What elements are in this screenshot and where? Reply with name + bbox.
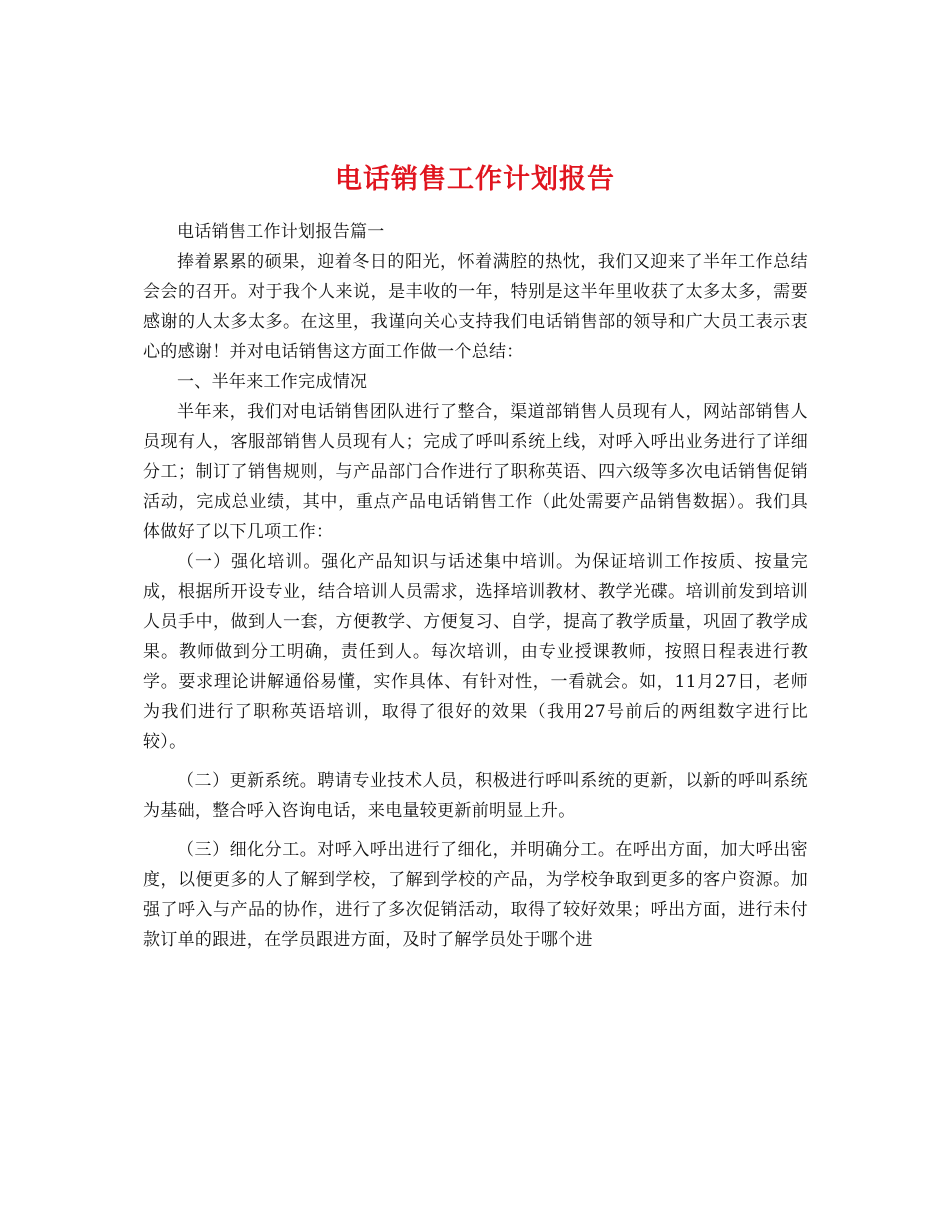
section-heading: 电话销售工作计划报告篇一 [177, 222, 385, 242]
intro-paragraph: 捧着累累的硕果，迎着冬日的阳光，怀着满腔的热忱，我们又迎来了半年工作总结会会的召开。对于我个人来说，是丰收的一年，特别是这半年里收获了太多太多，需要感谢的人太多太多。在这里，我谨向关心支持我们电话销售部的领导和广大员工表示衷心的感谢！并对电话销售这方面工作做一个总结： [143, 252, 808, 362]
body-paragraph: （二）更新系统。聘请专业技术人员，积极进行呼叫系统的更新，以新的呼叫系统为基础，整合呼入咨询电话，来电量较更新前明显上升。 [143, 771, 808, 821]
body-paragraph: 半年来，我们对电话销售团队进行了整合，渠道部销售人员现有人，网站部销售人员现有人，客服部销售人员现有人；完成了呼叫系统上线，对呼入呼出业务进行了详细分工；制订了销售规则，与产品部门合作进行了职称英语、四六级等多次电话销售促销活动，完成总业绩，其中，重点产品电话销售工作（此处需要产品销售数据）。我们具体做好了以下几项工作： [143, 402, 808, 542]
body-paragraph: （三）细化分工。对呼入呼出进行了细化，并明确分工。在呼出方面，加大呼出密度，以便更多的人了解到学校，了解到学校的产品，为学校争取到更多的客户资源。加强了呼入与产品的协作，进行了多次促销活动，取得了较好效果；呼出方面，进行未付款订单的跟进，在学员跟进方面，及时了解学员处于哪个进 [143, 840, 808, 950]
section-heading: 一、半年来工作完成情况 [177, 372, 368, 392]
body-paragraph: （一）强化培训。强化产品知识与话述集中培训。为保证培训工作按质、按量完成，根据所开设专业，结合培训人员需求，选择培训教材、教学光碟。培训前发到培训人员手中，做到人一套，方便教学、方便复习、自学，提高了教学质量，巩固了教学成果。教师做到分工明确，责任到人。每次培训，由专业授课教师，按照日程表进行教学。要求理论讲解通俗易懂，实作具体、有针对性，一看就会。如，11月27日，老师为我们进行了职称英语培训，取得了很好的效果（我用27号前后的两组数字进行比较）。 [143, 552, 808, 752]
document-body [143, 217, 808, 955]
document-title: 电话销售工作计划报告 [335, 164, 615, 196]
